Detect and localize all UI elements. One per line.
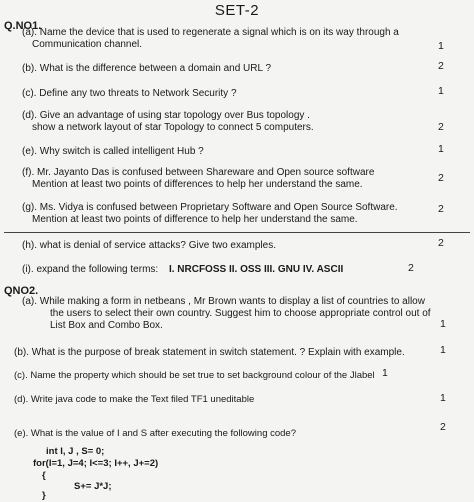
- question-1b: (b). What is the difference between a domain and URL ?: [22, 63, 272, 74]
- code-line-2: for(I=1, J=4; I<=3; I++, J+=2): [33, 458, 159, 469]
- marks-2c: 1: [382, 367, 388, 379]
- question-1g: [22, 202, 398, 226]
- question-1d-line2: show a network layout of star Topology to connect 5 computers.: [32, 122, 314, 133]
- question-1i-text: (i). expand the following terms:: [22, 264, 159, 275]
- marks-1g: 2: [438, 203, 444, 215]
- code-line-5: }: [42, 490, 46, 501]
- question-1f: [22, 167, 374, 191]
- question-2d: (d). Write java code to make the Text filed TF1 uneditable: [14, 394, 255, 405]
- divider: [4, 232, 470, 233]
- question-1a: [22, 27, 399, 51]
- marks-1h: 2: [438, 237, 444, 249]
- question-2e: (e). What is the value of I and S after executing the following code?: [14, 428, 296, 439]
- question-2b: (b). What is the purpose of break statement in switch statement. ? Explain with example.: [14, 347, 405, 358]
- marks-1d: 2: [438, 121, 444, 133]
- marks-1i: 2: [408, 262, 414, 274]
- code-line-3: {: [42, 470, 46, 481]
- marks-2d: 1: [440, 392, 446, 404]
- question-1g-line2: Mention at least two points of difference to help her understand the same.: [32, 214, 358, 225]
- question-2a-line2: the users to select their own country. Suggest him to choose appropriate control out of: [50, 308, 431, 319]
- question-2a-line3: List Box and Combo Box.: [50, 320, 163, 331]
- marks-1b: 2: [438, 60, 444, 72]
- section-heading-q1: Q.NO1.: [4, 20, 42, 32]
- question-1a-line2: Communication channel.: [32, 39, 143, 50]
- question-1f-line1: (f). Mr. Jayanto Das is confused between Shareware and Open source software: [22, 167, 375, 178]
- question-1d: [22, 110, 314, 134]
- marks-2a: 1: [440, 318, 446, 330]
- question-1i: [22, 264, 343, 276]
- question-1h: (h). what is denial of service attacks? Give two examples.: [22, 240, 276, 251]
- question-2a-line1: (a). While making a form in netbeans , Mr Brown wants to display a list of countries to allow: [22, 296, 425, 307]
- marks-1c: 1: [438, 85, 444, 97]
- question-1d-line1: (d). Give an advantage of using star topology over Bus topology .: [22, 110, 310, 121]
- marks-2b: 1: [440, 344, 446, 356]
- marks-1f: 2: [438, 172, 444, 184]
- marks-1e: 1: [438, 143, 444, 155]
- code-line-1: int I, J , S= 0;: [46, 446, 105, 457]
- marks-2e: 2: [440, 421, 446, 433]
- section-heading-q2: QNO2.: [4, 285, 39, 297]
- question-1i-terms: I. NRCFOSS II. OSS III. GNU IV. ASCII: [168, 264, 344, 275]
- question-1g-line1: (g). Ms. Vidya is confused between Proprietary Software and Open Source Software.: [22, 202, 398, 213]
- question-2a: [22, 296, 431, 332]
- code-line-4: S+= J*J;: [74, 481, 112, 492]
- marks-1a: 1: [438, 40, 444, 52]
- question-2c: (c). Name the property which should be set true to set background colour of the Jlabel: [14, 370, 375, 381]
- page-title: SET-2: [214, 2, 260, 19]
- question-1e: (e). Why switch is called intelligent Hub ?: [22, 146, 204, 157]
- question-1a-line1: (a). Name the device that is used to regenerate a signal which is on its way through a: [22, 27, 399, 38]
- question-1f-line2: Mention at least two points of differences to help her understand the same.: [32, 179, 363, 190]
- question-1c: (c). Define any two threats to Network Security ?: [22, 88, 237, 99]
